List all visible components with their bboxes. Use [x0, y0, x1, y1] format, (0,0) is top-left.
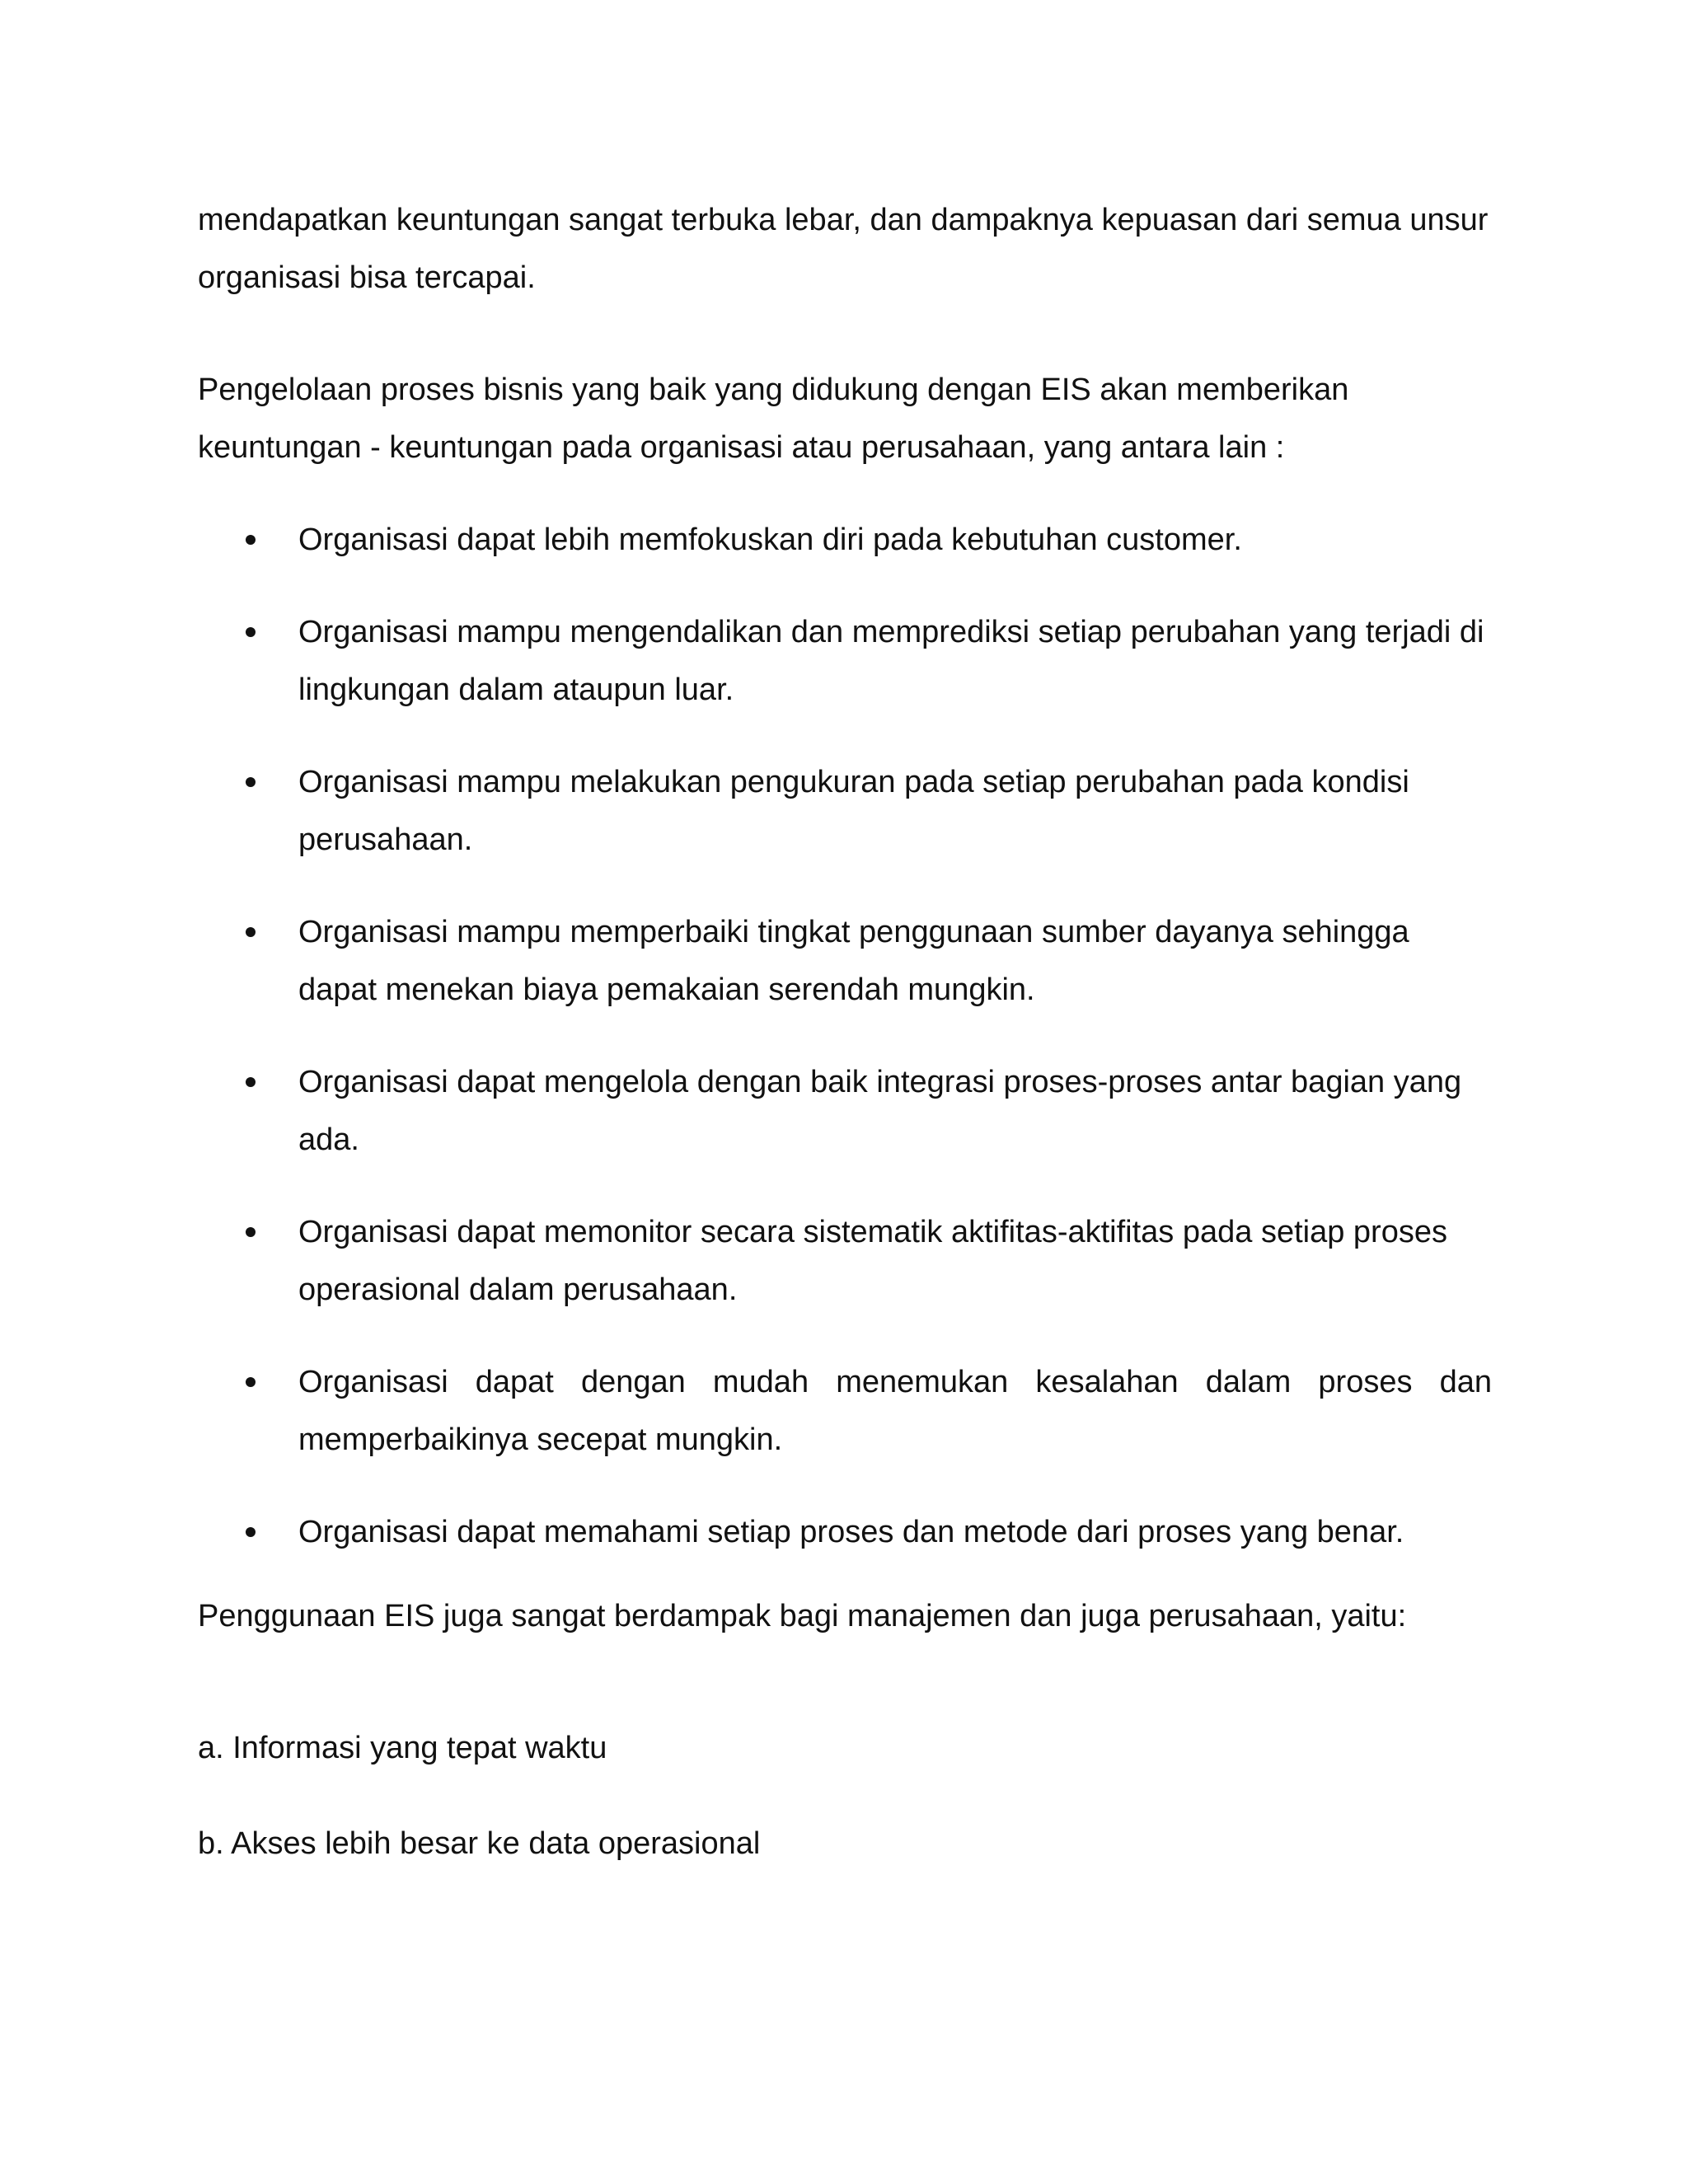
list-item-text: Organisasi dapat memahami setiap proses dan metode dari proses yang benar. [298, 1515, 1404, 1549]
list-item: b. Akses lebih besar ke data operasional [198, 1826, 761, 1861]
list-item-text: Organisasi mampu mengendalikan dan memprediksi setiap perubahan yang terjadi di lingkungan dalam ataupun luar. [298, 615, 1484, 707]
list-item-text: Organisasi dapat lebih memfokuskan diri pada kebutuhan customer. [298, 523, 1242, 557]
list-item [198, 753, 1492, 869]
bullet-icon [246, 1227, 256, 1237]
list-item-text: Organisasi dapat mengelola dengan baik integrasi proses-proses antar bagian yang ada. [298, 1065, 1462, 1157]
list-item [198, 1053, 1492, 1169]
list-item [198, 511, 1492, 569]
list-item [198, 1353, 1492, 1469]
impacts-intro-paragraph: Penggunaan EIS juga sangat berdampak bagi manajemen dan juga perusahaan, yaitu: [198, 1599, 1407, 1633]
bullet-icon [246, 1377, 256, 1387]
list-item-text: Organisasi dapat memonitor secara sistematik aktifitas-aktifitas pada setiap proses operasional dalam perusahaan. [298, 1215, 1447, 1307]
list-item-text: Organisasi mampu memperbaiki tingkat penggunaan sumber dayanya sehingga dapat menekan biaya pemakaian serendah mungkin. [298, 915, 1409, 1007]
list-item-text: Organisasi dapat dengan mudah menemukan kesalahan dalam proses dan memperbaikinya secepat mungkin. [298, 1365, 1492, 1457]
bullet-icon [246, 1077, 256, 1087]
bullet-icon [246, 927, 256, 937]
intro-paragraph: mendapatkan keuntungan sangat terbuka lebar, dan dampaknya kepuasan dari semua unsur organisasi bisa tercapai. [198, 203, 1489, 295]
bullet-icon [246, 627, 256, 637]
bullet-icon [246, 535, 256, 545]
bullet-icon [246, 1527, 256, 1537]
list-item: a. Informasi yang tepat waktu [198, 1731, 607, 1765]
benefits-intro-paragraph: Pengelolaan proses bisnis yang baik yang didukung dengan EIS akan memberikan keuntungan - keuntungan pada organisasi atau perusahaan, yang antara lain : [198, 373, 1349, 465]
list-item-text: Organisasi mampu melakukan pengukuran pada setiap perubahan pada kondisi perusahaan. [298, 765, 1409, 857]
list-item [198, 1503, 1492, 1561]
benefits-list [198, 511, 1492, 1561]
list-item [198, 903, 1492, 1019]
bullet-icon [246, 777, 256, 787]
document-body [198, 191, 1492, 1872]
list-item [198, 1203, 1492, 1319]
list-item [198, 603, 1492, 719]
